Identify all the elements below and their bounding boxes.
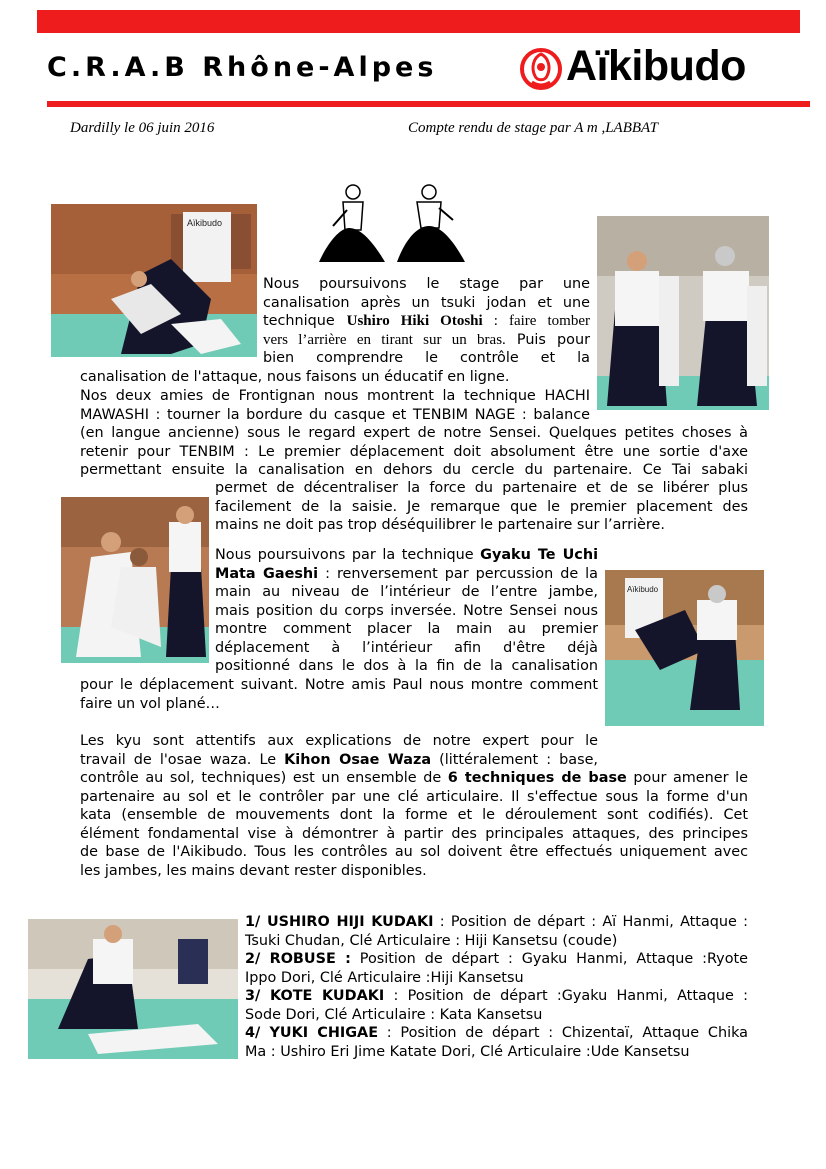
list-item-title: 3/ KOTE KUDAKI bbox=[245, 988, 385, 1004]
technique-name: Mata Gaeshi bbox=[215, 565, 319, 582]
technique-illustration bbox=[289, 180, 487, 268]
technique-list bbox=[245, 913, 748, 1061]
list-item-title: 1/ USHIRO HIJI KUDAKI bbox=[245, 914, 434, 930]
text-line: faire un vol plané… bbox=[80, 695, 220, 712]
text-line: élément fondamental vise à démontrer à partir des principales attaques, des principes bbox=[80, 825, 748, 842]
list-item bbox=[245, 1024, 748, 1061]
paragraph-osae-waza-intro bbox=[80, 732, 598, 769]
figure-left-icon bbox=[319, 185, 385, 262]
paragraph-hachi-mawashi bbox=[80, 387, 590, 424]
list-item-title: 4/ YUKI CHIGAE bbox=[245, 1025, 379, 1041]
text-line: Tsuki Chudan, Clé Articulaire : Hiji Kansetsu (coude) bbox=[245, 932, 618, 949]
text-line: partenaire au sol et le contrôler par une clé articulaire. Il s'effectue sous la forme d'un bbox=[80, 788, 748, 805]
photo-hachi-mawashi bbox=[597, 216, 769, 410]
logo-wordmark: Aïkibudo bbox=[566, 42, 746, 90]
figure-right-icon bbox=[397, 185, 465, 262]
svg-text:Aïkibudo: Aïkibudo bbox=[627, 585, 659, 594]
paragraph-line bbox=[80, 368, 600, 387]
text-line: Mata Gaeshi : renversement par percussion de la bbox=[215, 565, 598, 582]
report-author: Compte rendu de stage par A m ,LABBAT bbox=[408, 120, 658, 136]
text-line: permettant ensuite la canalisation en dehors du cercle du partenaire. Ce Tai sabaki bbox=[80, 462, 748, 478]
text-line: Nos deux amies de Frontignan nous montrent la technique HACHI bbox=[80, 388, 590, 404]
text-line: 4/ YUKI CHIGAE : Position de départ : Chizentaï, Attaque Chika bbox=[245, 1025, 748, 1041]
text-line: 1/ USHIRO HIJI KUDAKI : Position de départ : Aï Hanmi, Attaque : bbox=[245, 914, 749, 930]
place-date: Dardilly le 06 juin 2016 bbox=[70, 120, 215, 136]
text-line: Nous poursuivons le stage par une bbox=[263, 276, 590, 292]
technique-name: Kihon Osae Waza bbox=[284, 751, 432, 768]
photo-osae-waza bbox=[28, 919, 238, 1059]
list-item-title: 2/ ROBUSE : bbox=[245, 951, 351, 967]
text-line: 3/ KOTE KUDAKI : Position de départ :Gyaku Hanmi, Attaque : bbox=[245, 988, 748, 1004]
photo-ushiro-hiki-otoshi bbox=[51, 204, 257, 357]
text-line: facilement de la saisie. Je remarque que le premier placement des bbox=[215, 498, 748, 515]
emphasis: 6 techniques de base bbox=[447, 770, 627, 786]
text-line: mains ne doit pas trop déséquilibrer le partenaire sur l’arrière. bbox=[215, 517, 665, 533]
text-line: les jambes, les mains devant rester disponibles. bbox=[80, 862, 427, 879]
list-item bbox=[245, 913, 748, 950]
paragraph-vol-plane bbox=[80, 676, 598, 713]
text-line: positionné dans le dos à la fin de la canalisation bbox=[215, 658, 598, 674]
paragraph-gyaku-te-uchi bbox=[215, 546, 598, 676]
header-top-bar bbox=[37, 10, 800, 33]
photo-tenbim bbox=[61, 497, 209, 663]
text-line: Ma : Ushiro Eri Jime Katate Dori, Clé Articulaire :Ude Kansetsu bbox=[245, 1043, 690, 1060]
text-line: montre comment placer la main au premier bbox=[215, 621, 598, 637]
text-line: canalisation de l'attaque, nous faisons un éducatif en ligne. bbox=[80, 369, 510, 385]
technique-name: Gyaku Te Uchi bbox=[480, 547, 598, 563]
text-line: Ippo Dori, Clé Articulaire :Hiji Kansetsu bbox=[245, 969, 524, 986]
crest-icon bbox=[519, 46, 563, 92]
paragraph-tenbim bbox=[80, 424, 748, 480]
list-item bbox=[245, 987, 748, 1024]
technique-name: Ushiro Hiki Otoshi bbox=[346, 313, 483, 329]
text-line: contrôle au sol, techniques) est un ensemble de 6 techniques de base pour amener le bbox=[80, 770, 748, 786]
text-line: déplacement à l’intérieur afin d'être déjà bbox=[215, 639, 598, 656]
text-line: vers l’arrière en tirant sur un bras. Puis pour bbox=[263, 331, 591, 348]
text-line: permet de décentraliser la force du partenaire et de se libérer plus bbox=[215, 480, 748, 496]
text-line: canalisation après un tsuki jodan et une bbox=[263, 294, 590, 311]
text-line: mais position du corps inversée. Notre Sensei nous bbox=[215, 602, 598, 619]
text-line: technique Ushiro Hiki Otoshi : faire tomber bbox=[263, 313, 590, 329]
club-title: C.R.A.B Rhône-Alpes bbox=[47, 52, 438, 83]
list-item bbox=[245, 950, 748, 987]
text-line: MAWASHI : tourner la bordure du casque et TENBIM NAGE : balance bbox=[80, 406, 590, 423]
text-line: de base de l'Aikibudo. Tous les contrôles au sol doivent être effectués uniquement avec bbox=[80, 844, 748, 860]
text-line: travail de l'osae waza. Le Kihon Osae Waza (littéralement : base, bbox=[80, 751, 598, 768]
photo-gyaku-te-uchi-mata-gaeshi bbox=[605, 570, 764, 726]
text-line: kata (ensemble de mouvements dont la forme et le déroulement sont codifiés). Cet bbox=[80, 807, 748, 823]
paragraph-osae-waza bbox=[80, 769, 748, 880]
text-line: Les kyu sont attentifs aux explications de notre expert pour le bbox=[80, 733, 598, 749]
text-line: (en langue ancienne) sous le regard expert de notre Sensei. Quelques petites choses à bbox=[80, 425, 748, 441]
svg-text:Aïkibudo: Aïkibudo bbox=[187, 218, 223, 228]
paragraph-ushiro-hiki-otoshi bbox=[263, 275, 590, 368]
paragraph-tai-sabaki bbox=[215, 479, 748, 535]
text-line: Nous poursuivons par la technique Gyaku Te Uchi bbox=[215, 547, 598, 563]
text-line: pour le déplacement suivant. Notre amis Paul nous montre comment bbox=[80, 677, 598, 693]
text-line: retenir pour TENBIM : Le premier déplacement doit absolument être une sortie d'axe bbox=[80, 443, 748, 460]
header-bottom-bar bbox=[47, 101, 810, 107]
text-line: bien comprendre le contrôle et la bbox=[263, 350, 590, 366]
text-line: main au niveau de l’intérieur de l’entre jambe, bbox=[215, 584, 598, 600]
text-line: 2/ ROBUSE : Position de départ : Gyaku Hanmi, Attaque :Ryote bbox=[245, 951, 748, 967]
text-line: Sode Dori, Clé Articulaire : Kata Kansetsu bbox=[245, 1006, 543, 1023]
